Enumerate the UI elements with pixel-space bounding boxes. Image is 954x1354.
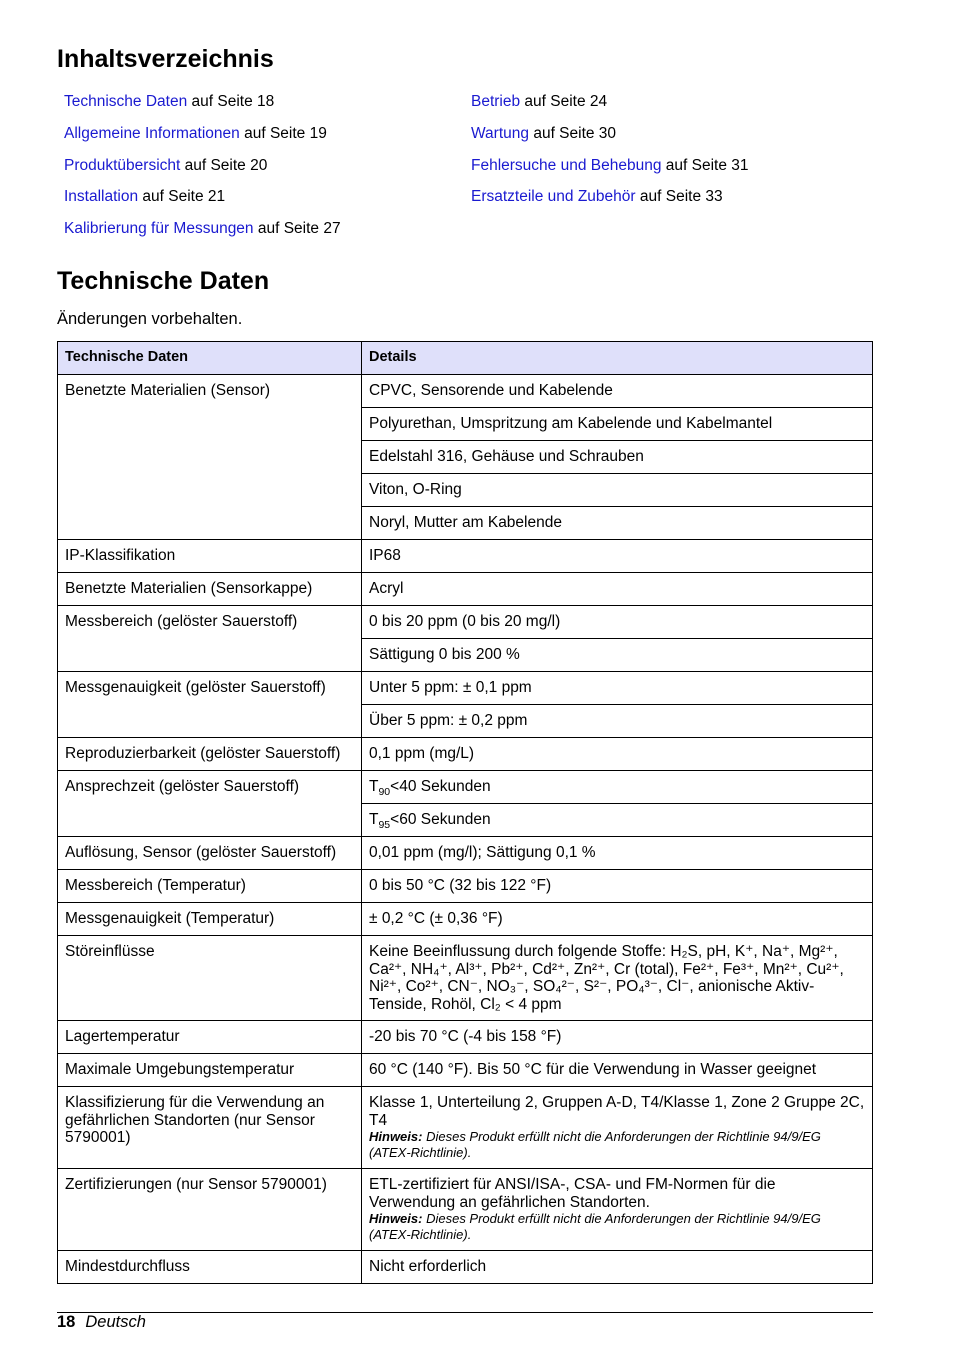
- spec-label: Auflösung, Sensor (gelöster Sauerstoff): [58, 837, 362, 870]
- spec-value: 0,01 ppm (mg/l); Sättigung 0,1 %: [362, 837, 873, 870]
- table-header-row: [58, 342, 873, 375]
- toc-left-column: [64, 93, 341, 252]
- toc-link[interactable]: Produktübersicht: [64, 156, 181, 174]
- footer-language: Deutsch: [85, 1313, 146, 1331]
- toc-entry: [64, 125, 341, 157]
- table-row: [58, 540, 873, 573]
- spec-label: Mindestdurchfluss: [58, 1251, 362, 1284]
- table-row: [58, 1169, 873, 1251]
- spec-value: CPVC, Sensorende und Kabelende: [362, 375, 873, 408]
- table-row: [58, 1054, 873, 1087]
- spec-value: Sättigung 0 bis 200 %: [362, 639, 873, 672]
- table-row: [58, 375, 873, 408]
- table-row: [58, 1087, 873, 1169]
- response-time-value: <40 Sekunden: [390, 778, 491, 795]
- spec-value: [362, 771, 873, 804]
- spec-value: 60 °C (140 °F). Bis 50 °C für die Verwendung in Wasser geeignet: [362, 1054, 873, 1087]
- spec-value: -20 bis 70 °C (-4 bis 158 °F): [362, 1021, 873, 1054]
- page-number: 18: [57, 1313, 76, 1331]
- header-cell: Technische Daten: [58, 342, 362, 375]
- page-footer: [57, 1313, 146, 1332]
- toc-entry: [64, 93, 341, 125]
- spec-value: Viton, O-Ring: [362, 474, 873, 507]
- spec-label: Messbereich (Temperatur): [58, 870, 362, 903]
- toc-page: auf Seite 18: [187, 93, 275, 110]
- note-label: Hinweis:: [369, 1129, 423, 1144]
- spec-label: Messgenauigkeit (Temperatur): [58, 903, 362, 936]
- spec-value: IP68: [362, 540, 873, 573]
- table-row: [58, 837, 873, 870]
- spec-value: ± 0,2 °C (± 0,36 °F): [362, 903, 873, 936]
- toc-link[interactable]: Wartung: [471, 124, 530, 142]
- table-row: [58, 1021, 873, 1054]
- spec-label: Ansprechzeit (gelöster Sauerstoff): [58, 771, 362, 837]
- toc-entry: [471, 157, 749, 189]
- spec-value: 0,1 ppm (mg/L): [362, 738, 873, 771]
- note-text: Dieses Produkt erfüllt nicht die Anforderungen der Richtlinie 94/9/EG (ATEX-Richtlinie).: [369, 1211, 821, 1242]
- t-symbol: T: [369, 811, 379, 828]
- toc-page: auf Seite 21: [138, 188, 226, 206]
- spec-value: Über 5 ppm: ± 0,2 ppm: [362, 705, 873, 738]
- toc-link[interactable]: Kalibrierung für Messungen: [64, 220, 254, 238]
- table-row: [58, 738, 873, 771]
- table-row: [58, 771, 873, 804]
- spec-value-text: ETL-zertifiziert für ANSI/ISA-, CSA- und FM-Normen für die Verwendung an gefährlichen Standorten.: [369, 1176, 776, 1211]
- toc-page: auf Seite 31: [661, 156, 749, 174]
- spec-table: [57, 341, 873, 1284]
- spec-value: 0 bis 50 °C (32 bis 122 °F): [362, 870, 873, 903]
- spec-value: [362, 1087, 873, 1169]
- note: [369, 1129, 866, 1161]
- toc-entry: [471, 125, 749, 157]
- table-row: [58, 573, 873, 606]
- table-row: [58, 903, 873, 936]
- toc-entry: [471, 188, 749, 220]
- toc-link[interactable]: Ersatzteile und Zubehör: [471, 188, 636, 206]
- toc-entry: [64, 220, 341, 252]
- toc-heading: Inhaltsverzeichnis: [57, 45, 274, 73]
- spec-label: Lagertemperatur: [58, 1021, 362, 1054]
- spec-label: Messbereich (gelöster Sauerstoff): [58, 606, 362, 672]
- spec-label: Zertifizierungen (nur Sensor 5790001): [58, 1169, 362, 1251]
- spec-value: Nicht erforderlich: [362, 1251, 873, 1284]
- spec-label: Reproduzierbarkeit (gelöster Sauerstoff): [58, 738, 362, 771]
- toc-entry: [64, 157, 341, 189]
- toc-link[interactable]: Betrieb: [471, 93, 521, 110]
- section-heading: Technische Daten: [57, 267, 270, 295]
- t-symbol: T: [369, 778, 379, 795]
- toc-link[interactable]: Fehlersuche und Behebung: [471, 156, 662, 174]
- spec-label: Maximale Umgebungstemperatur: [58, 1054, 362, 1087]
- spec-value: 0 bis 20 ppm (0 bis 20 mg/l): [362, 606, 873, 639]
- spec-value: Noryl, Mutter am Kabelende: [362, 507, 873, 540]
- toc-link[interactable]: Installation: [64, 188, 139, 206]
- spec-label: Benetzte Materialien (Sensorkappe): [58, 573, 362, 606]
- section-subtitle: Änderungen vorbehalten.: [57, 310, 243, 328]
- toc-right-column: [471, 93, 749, 220]
- toc-entry: [471, 93, 749, 125]
- toc-link[interactable]: Allgemeine Informationen: [64, 124, 240, 142]
- toc-page: auf Seite 30: [529, 124, 617, 142]
- spec-value: [362, 804, 873, 837]
- spec-value: Keine Beeinflussung durch folgende Stoffe: H₂S, pH, K⁺, Na⁺, Mg²⁺, Ca²⁺, NH₄⁺, Al³⁺, Pb²⁺, Cd²⁺, Zn²⁺, Cr (total), Fe²⁺, Fe³⁺, Mn²⁺, Cu²⁺, Ni²⁺, Co²⁺, CN⁻, NO₃⁻, SO₄²⁻, S²⁻, PO₄³⁻, Cl⁻, anionische Aktiv-Tenside, Rohöl, Cl₂ < 4 ppm: [362, 936, 873, 1021]
- t-subscript: 90: [378, 786, 391, 799]
- spec-label: Klassifizierung für die Verwendung an gefährlichen Standorten (nur Sensor 5790001): [58, 1087, 362, 1169]
- spec-value: Polyurethan, Umspritzung am Kabelende und Kabelmantel: [362, 408, 873, 441]
- spec-label: IP-Klassifikation: [58, 540, 362, 573]
- toc-page: auf Seite 27: [253, 220, 341, 238]
- table-row: [58, 936, 873, 1021]
- table-row: [58, 870, 873, 903]
- toc-page: auf Seite 19: [239, 124, 327, 142]
- toc-page: auf Seite 24: [520, 93, 608, 110]
- note-label: Hinweis:: [369, 1211, 423, 1226]
- table-row: [58, 672, 873, 705]
- t-subscript: 95: [378, 819, 391, 832]
- table-row: [58, 606, 873, 639]
- toc-page: auf Seite 33: [635, 188, 723, 206]
- note-text: Dieses Produkt erfüllt nicht die Anforderungen der Richtlinie 94/9/EG (ATEX-Richtlinie).: [369, 1129, 821, 1160]
- spec-value: Acryl: [362, 573, 873, 606]
- table-row: [58, 1251, 873, 1284]
- header-cell: Details: [362, 342, 873, 375]
- toc-link[interactable]: Technische Daten: [64, 93, 188, 110]
- spec-value: Unter 5 ppm: ± 0,1 ppm: [362, 672, 873, 705]
- toc-page: auf Seite 20: [180, 156, 268, 174]
- spec-value: [362, 1169, 873, 1251]
- response-time-value: <60 Sekunden: [390, 811, 491, 828]
- note: [369, 1211, 866, 1243]
- spec-value-text: Klasse 1, Unterteilung 2, Gruppen A-D, T4/Klasse 1, Zone 2 Gruppe 2C, T4: [369, 1094, 865, 1129]
- footer-divider: [57, 1312, 873, 1313]
- toc-entry: [64, 188, 341, 220]
- spec-label: Messgenauigkeit (gelöster Sauerstoff): [58, 672, 362, 738]
- spec-label: Benetzte Materialien (Sensor): [58, 375, 362, 540]
- spec-label: Störeinflüsse: [58, 936, 362, 1021]
- spec-value: Edelstahl 316, Gehäuse und Schrauben: [362, 441, 873, 474]
